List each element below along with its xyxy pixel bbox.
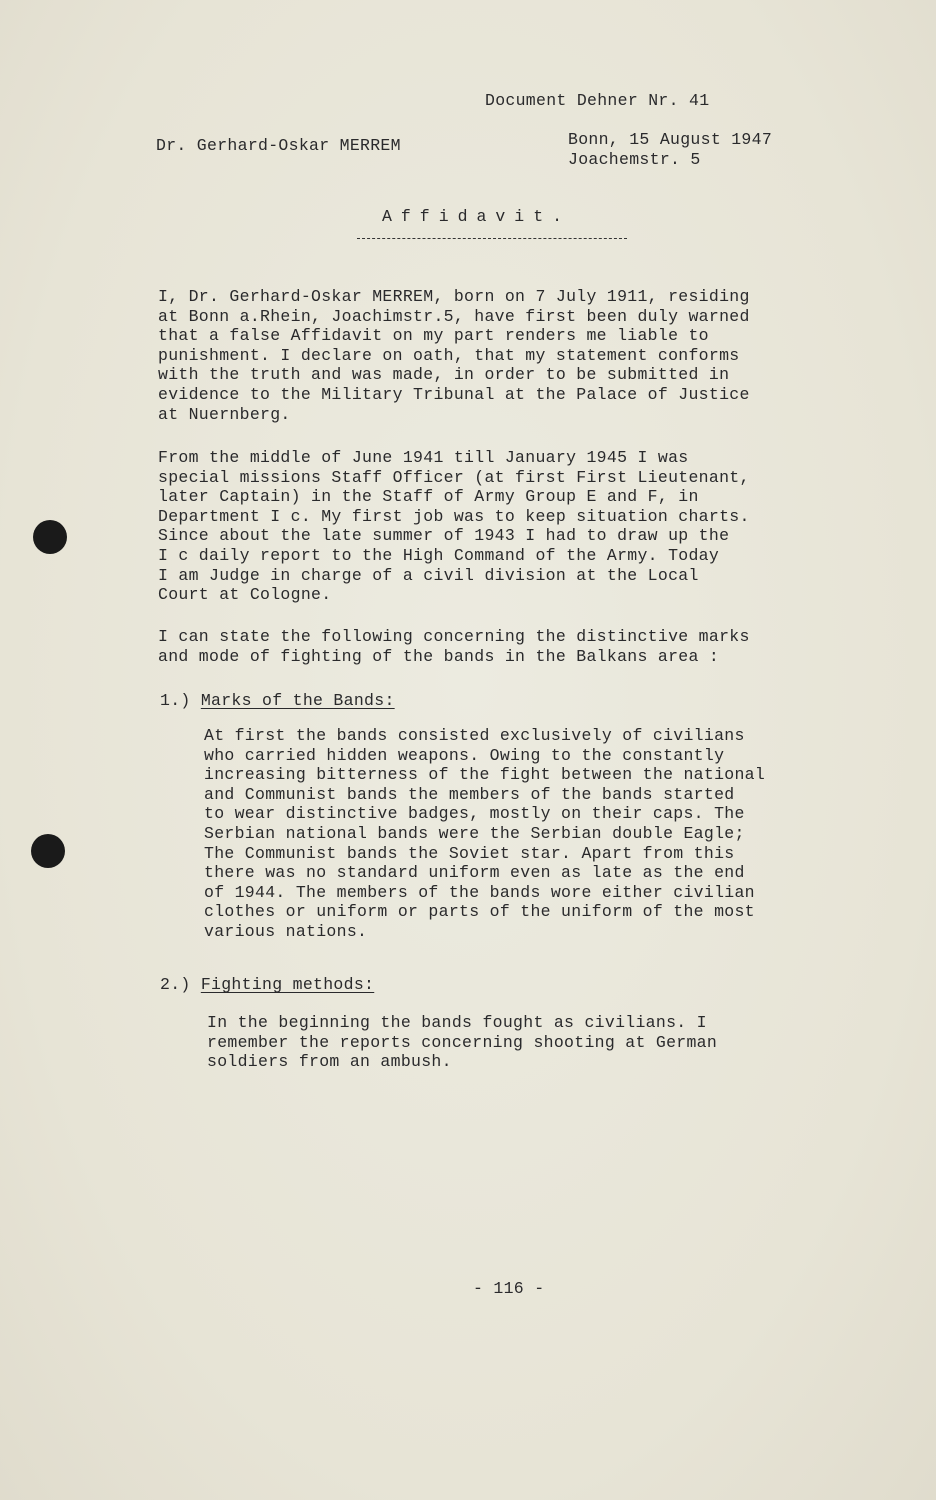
section-body-fighting: In the beginning the bands fought as civilians. I remember the reports concerning shooting at German soldiers from an ambush. — [207, 1013, 718, 1072]
title-underline — [357, 238, 627, 239]
page-number: - 116 - — [473, 1279, 545, 1298]
section-title: Fighting methods: — [200, 975, 375, 994]
paragraph-declaration: I, Dr. Gerhard-Oskar MERREM, born on 7 July 1911, residing at Bonn a.Rhein, Joachimstr.5, have first been duly warned that a false Affidavit on my part renders me liable to punishment. I declare on oath, that my statement conforms with the truth and was made, in order to be submitted in evidence to the Military Tribunal at the Palace of Justice at Nuernberg. — [158, 287, 750, 424]
document-number: Document Dehner Nr. 41 — [485, 91, 710, 110]
section-heading-marks — [160, 691, 395, 711]
section-heading-fighting — [160, 975, 374, 995]
place-and-date: Bonn, 15 August 1947 — [568, 130, 773, 149]
section-body-marks: At first the bands consisted exclusively of civilians who carried hidden weapons. Owing to the constantly increasing bitterness of the fight between the national and Communist bands the members of the bands started to wear distinctive badges, mostly on their caps. The Serbian national bands were the Serbian double Eagle; The Communist bands the Soviet star. Apart from this there was no standard uniform even as late as the end of 1944. The members of the bands wore either civilian clothes or uniform or parts of the uniform of the most various nations. — [204, 726, 766, 941]
document-title: Affidavit. — [382, 207, 572, 226]
section-title: Marks of the Bands: — [200, 691, 395, 710]
punch-hole — [31, 834, 65, 868]
section-number: 2.) — [160, 975, 191, 994]
paragraph-service: From the middle of June 1941 till January 1945 I was special missions Staff Officer (at first First Lieutenant, later Captain) in the Staff of Army Group E and F, in Department I c. My first job was to keep situation charts. Since about the late summer of 1943 I had to draw up the I c daily report to the High Command of the Army. Today I am Judge in charge of a civil division at the Local Court at Cologne. — [158, 448, 750, 605]
author-name: Dr. Gerhard-Oskar MERREM — [156, 136, 401, 155]
paragraph-intro: I can state the following concerning the distinctive marks and mode of fighting of the bands in the Balkans area : — [158, 627, 750, 666]
author-address: Joachemstr. 5 — [568, 150, 701, 169]
punch-hole — [33, 520, 67, 554]
section-number: 1.) — [160, 691, 191, 710]
